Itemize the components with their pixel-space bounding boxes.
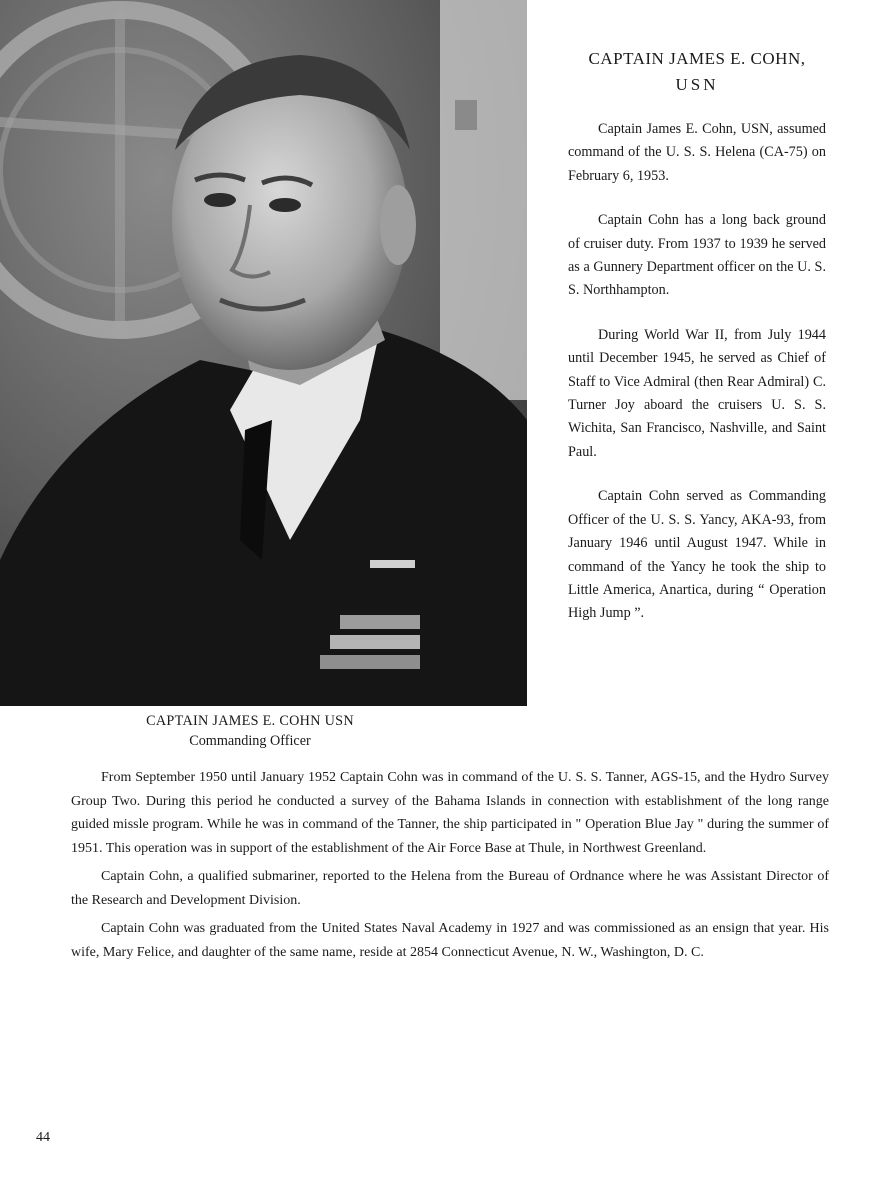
portrait-illustration xyxy=(0,0,527,706)
body-paragraph: Captain Cohn, a qualified submariner, reported to the Helena from the Bureau of Ordnance where he was Assistant Director of the Research and Development Division. xyxy=(71,869,829,908)
bio-paragraph: Captain James E. Cohn, USN, assumed command of the U. S. S. Helena (CA-75) on February 6, 1953. xyxy=(568,121,826,184)
right-column xyxy=(568,46,826,647)
title-line-1: CAPTAIN JAMES E. COHN, xyxy=(588,49,806,68)
body-paragraph: From September 1950 until January 1952 Captain Cohn was in command of the U. S. S. Tanner, AGS-15, and the Hydro Survey Group Two. During this period he conducted a survey of the Bahama Islands in connection with establishment of the long range guided missle program. While he was in command of the Tanner, the ship participated in " Operation Blue Jay " during the summer of 1951. This operation was in support of the establishment of the Air Force Base at Thule, in Northwest Greenland. xyxy=(71,770,829,856)
portrait-photo xyxy=(0,0,527,706)
title-line-2: USN xyxy=(675,75,719,94)
caption-name: CAPTAIN JAMES E. COHN USN xyxy=(146,713,354,729)
photo-caption xyxy=(100,711,400,751)
bio-paragraph: Captain Cohn has a long back ground of cruiser duty. From 1937 to 1939 he served as a Gunnery Department officer on the U. S. S. Northhampton. xyxy=(568,212,826,299)
body-paragraph: Captain Cohn was graduated from the United States Naval Academy in 1927 and was commissioned as an ensign that year. His wife, Mary Felice, and daughter of the same name, reside at 2854 Connecticut Avenue, N. W., Washington, D. C. xyxy=(71,921,829,960)
page-number: 44 xyxy=(36,1130,50,1145)
body-text xyxy=(71,766,829,969)
bio-paragraph: During World War II, from July 1944 until December 1945, he served as Chief of Staff to Vice Admiral (then Rear Admiral) C. Turner Joy aboard the cruisers U. S. S. Wichita, San Francisco, Nashville, and Saint Paul. xyxy=(568,326,826,460)
bio-paragraph: Captain Cohn served as Commanding Officer of the U. S. S. Yancy, AKA-93, from January 1946 until August 1947. While in command of the Yancy he took the ship to Little America, Anartica, during “ Operation High Jump ”. xyxy=(568,488,826,622)
caption-role: Commanding Officer xyxy=(189,733,311,749)
page-title xyxy=(568,46,826,98)
